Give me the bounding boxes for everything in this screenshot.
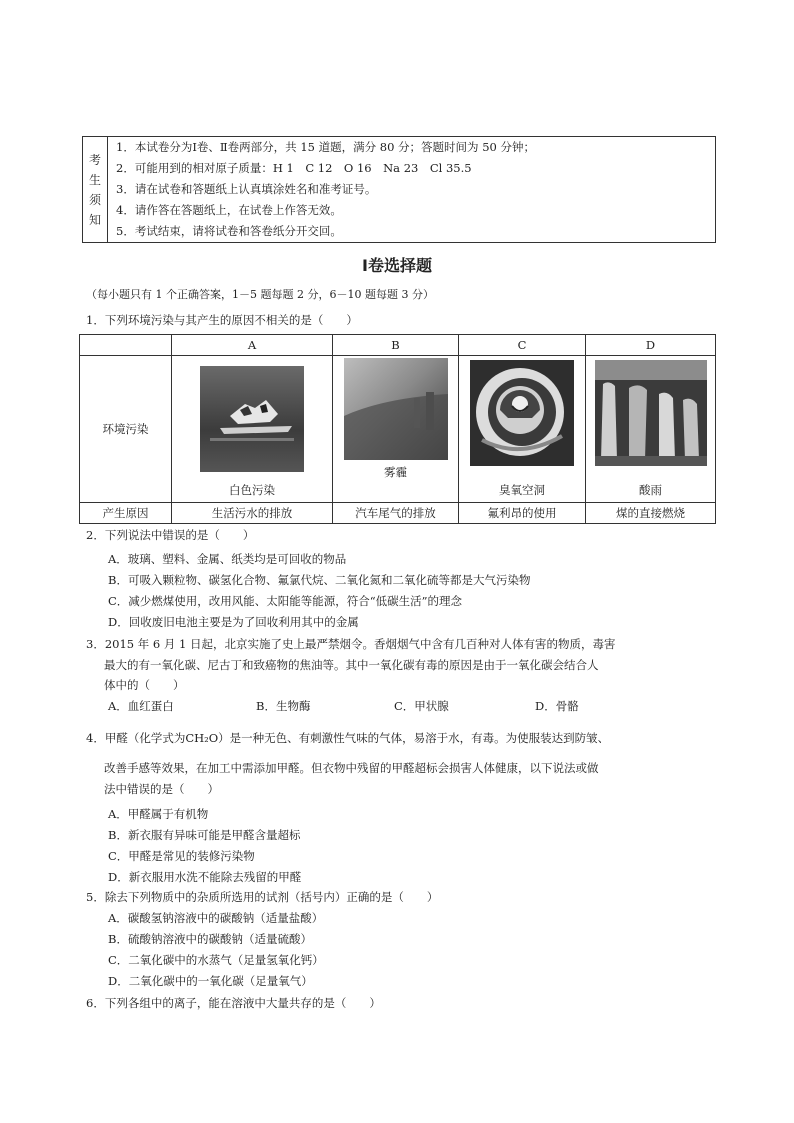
- question-5-option: B．硫酸钠溶液中的碳酸钠（适量硫酸）: [108, 932, 312, 946]
- cause-cell: 氟利昂的使用: [459, 503, 586, 524]
- column-header: A: [172, 335, 333, 356]
- notice-line: 1．本试卷分为Ⅰ卷、Ⅱ卷两部分，共 15 道题，满分 80 分；答题时间为 50 分钟；: [116, 140, 536, 154]
- cause-cell: 煤的直接燃烧: [586, 503, 716, 524]
- scoring-instruction: （每小题只有 1 个正确答案，1－5 题每题 2 分，6－10 题每题 3 分）: [86, 288, 434, 301]
- smog-photo: [344, 358, 448, 460]
- caption-white-pollution: 白色污染: [229, 483, 275, 497]
- caption-acid-rain: 酸雨: [639, 483, 662, 497]
- notice-line: 5．考试结束，请将试卷和答卷纸分开交回。: [116, 224, 342, 238]
- question-3-line: 体中的（ ）: [104, 678, 185, 692]
- question-4-option: D．新衣服用水洗不能除去残留的甲醛: [108, 870, 302, 884]
- question-5-option: C．二氧化碳中的水蒸气（足量氢氧化钙）: [108, 953, 324, 967]
- notice-label-char: 生: [88, 172, 101, 187]
- white-pollution-photo: [200, 366, 304, 472]
- notice-label-char: 须: [88, 192, 101, 207]
- question-2-stem: 2．下列说法中错误的是（ ）: [86, 528, 255, 542]
- option-b-cell: [333, 356, 459, 503]
- question-2-option: D．回收废旧电池主要是为了回收利用其中的金属: [108, 615, 359, 629]
- cause-cell: 汽车尾气的排放: [333, 503, 459, 524]
- notice-lines: [108, 137, 715, 242]
- notice-label-char: 考: [88, 152, 101, 167]
- question-3-option: B．生物酶: [256, 699, 311, 713]
- option-d-cell: [586, 356, 716, 503]
- question-4-option: C．甲醛是常见的装修污染物: [108, 849, 255, 863]
- question-4-option: A．甲醛属于有机物: [108, 807, 209, 821]
- question-2-option: B．可吸入颗粒物、碳氢化合物、氟氯代烷、二氧化氮和二氧化硫等都是大气污染物: [108, 573, 531, 587]
- question-3-line: 最大的有一氧化碳、尼古丁和致癌物的焦油等。其中一氧化碳有毒的原因是由于一氧化碳会结合人: [104, 658, 599, 672]
- option-a-cell: [172, 356, 333, 503]
- notice-line: 3．请在试卷和答题纸上认真填涂姓名和准考证号。: [116, 182, 377, 196]
- question-3-line: 3．2015 年 6 月 1 日起，北京实施了史上最严禁烟令。香烟烟气中含有几百种对人体有害的物质，毒害: [86, 637, 616, 651]
- question-5-option: D．二氧化碳中的一氧化碳（足量氧气）: [108, 974, 313, 988]
- question-3-option: A．血红蛋白: [108, 699, 174, 713]
- cause-cell: 生活污水的排放: [172, 503, 333, 524]
- question-5-stem: 5．除去下列物质中的杂质所选用的试剂（括号内）正确的是（ ）: [86, 890, 439, 904]
- question-4-option: B．新衣服有异味可能是甲醛含量超标: [108, 828, 301, 842]
- notice-label: [83, 137, 108, 242]
- candidate-notice-box: [82, 136, 716, 243]
- notice-label-char: 知: [88, 212, 101, 227]
- acid-rain-photo: [595, 360, 707, 466]
- pollution-table: [79, 334, 716, 524]
- question-2-option: C．减少燃煤使用，改用风能、太阳能等能源，符合“低碳生活”的理念: [108, 594, 463, 608]
- column-header: C: [459, 335, 586, 356]
- column-header: B: [333, 335, 459, 356]
- row-label-pollution: 环境污染: [80, 356, 172, 503]
- caption-ozone-hole: 臭氧空洞: [499, 483, 545, 497]
- column-header: D: [586, 335, 716, 356]
- question-4-line: 4．甲醛（化学式为CH₂O）是一种无色、有刺激性气味的气体，易溶于水，有毒。为使服装达到防皱、: [86, 731, 610, 745]
- question-3-option: D．骨骼: [535, 699, 579, 713]
- option-c-cell: [459, 356, 586, 503]
- question-1-stem: 1．下列环境污染与其产生的原因不相关的是（ ）: [86, 313, 358, 327]
- question-3-option: C．甲状腺: [394, 699, 449, 713]
- notice-line: 4．请作答在答题纸上，在试卷上作答无效。: [116, 203, 342, 217]
- section-title: Ⅰ卷选择题: [362, 256, 432, 275]
- question-5-option: A．碳酸氢钠溶液中的碳酸钠（适量盐酸）: [108, 911, 324, 925]
- question-4-line: 改善手感等效果，在加工中需添加甲醛。但衣物中残留的甲醛超标会损害人体健康，以下说法或做: [104, 761, 599, 775]
- notice-line: 2．可能用到的相对原子质量：H 1 C 12 O 16 Na 23 Cl 35.5: [116, 161, 472, 175]
- caption-smog: 雾霾: [384, 465, 407, 479]
- question-4-line: 法中错误的是（ ）: [104, 782, 219, 796]
- ozone-hole-photo: [470, 360, 574, 466]
- row-label-cause: 产生原因: [80, 503, 172, 524]
- table-corner-cell: [80, 335, 172, 356]
- question-6-stem: 6．下列各组中的离子，能在溶液中大量共存的是（ ）: [86, 996, 381, 1010]
- question-2-option: A．玻璃、塑料、金属、纸类均是可回收的物品: [108, 552, 347, 566]
